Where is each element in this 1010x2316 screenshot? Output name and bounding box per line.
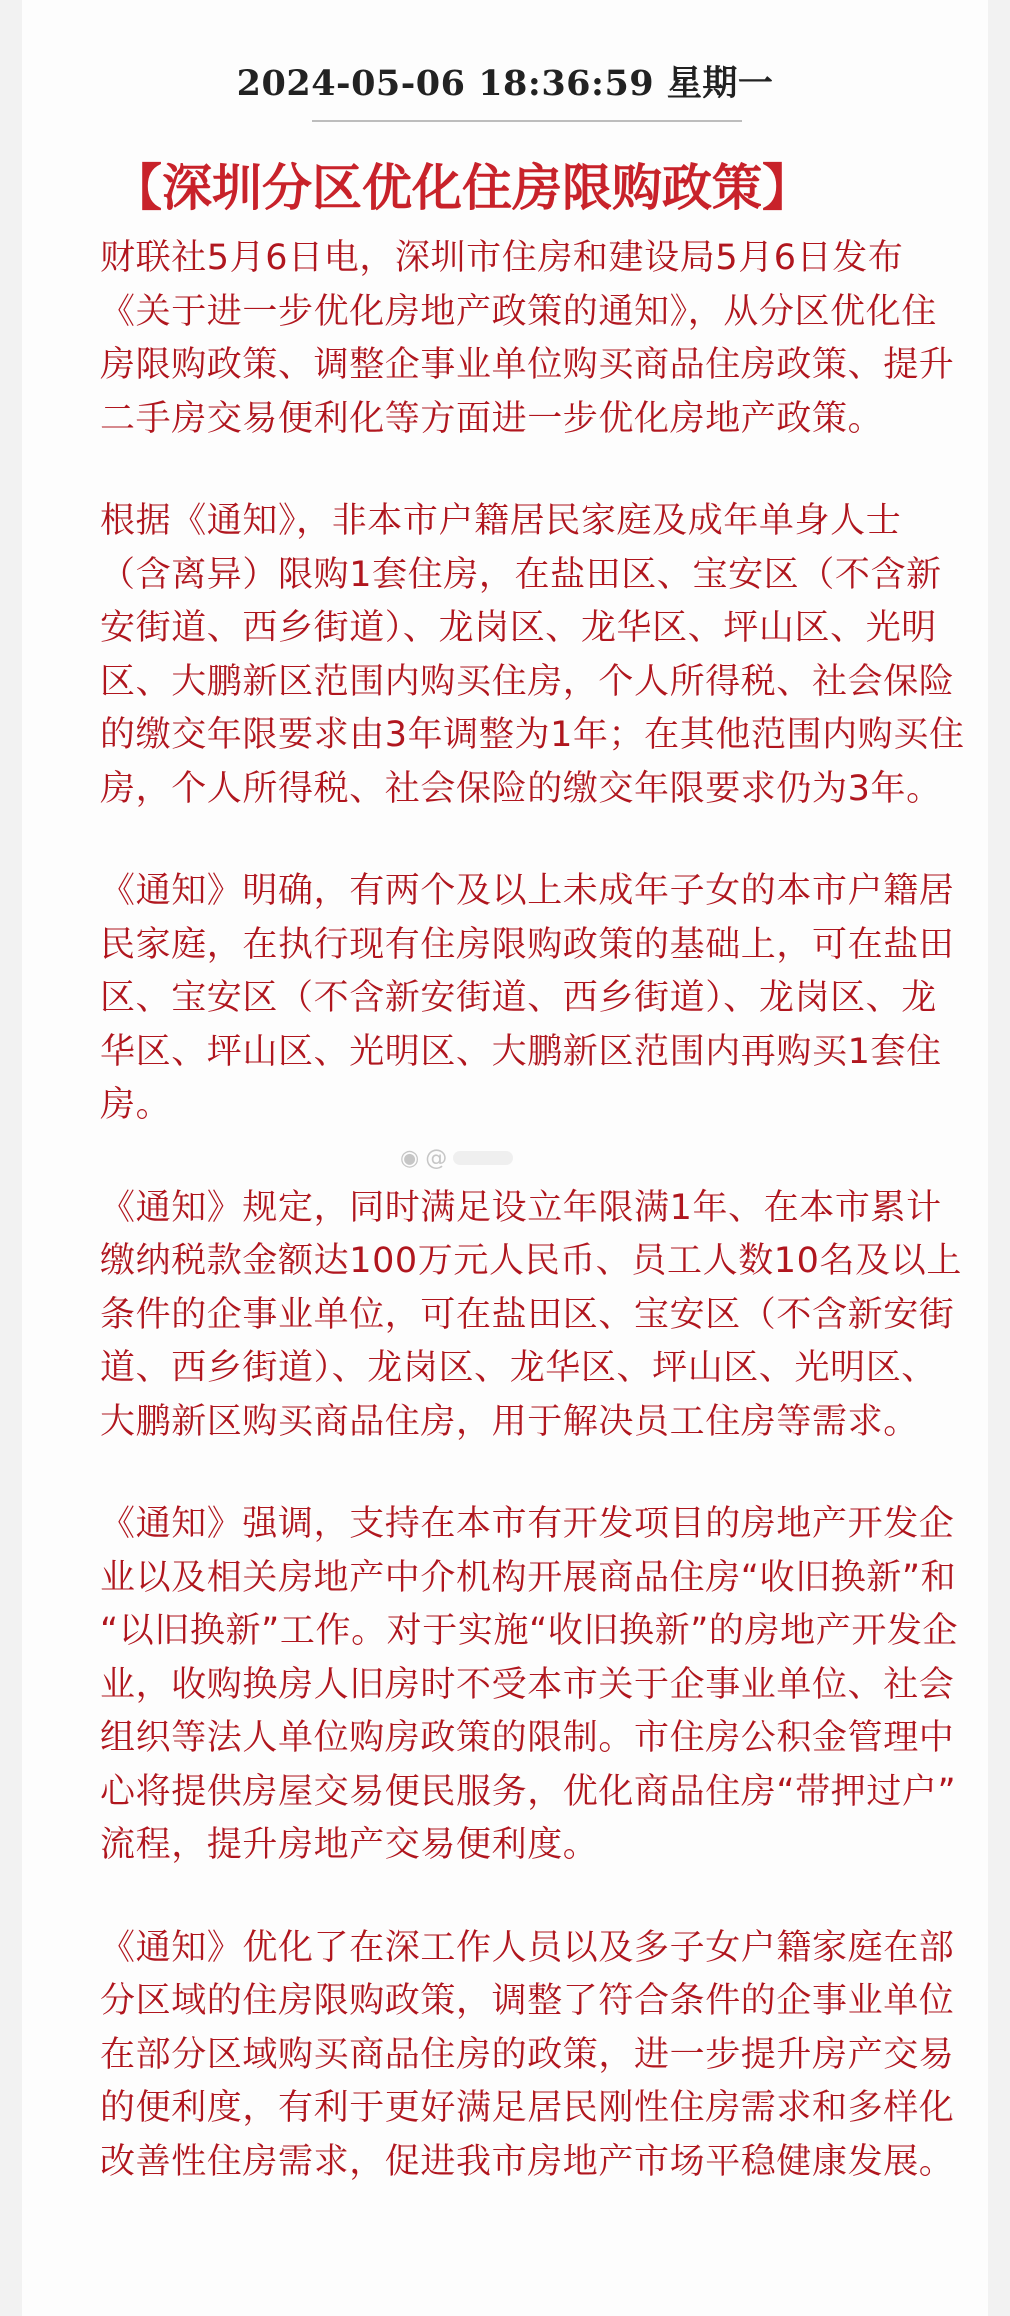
paragraph-line: 根据《通知》，非本市户籍居民家庭及成年单身人士 <box>100 501 902 541</box>
paragraph-line: 民家庭，在执行现有住房限购政策的基础上，可在盐田 <box>100 924 955 965</box>
paragraph-line: 《关于进一步优化房地产政策的通知》，从分区优化住 <box>100 291 937 332</box>
watermark-handle: @ <box>425 1145 448 1171</box>
datetime-divider <box>312 120 742 122</box>
article-paragraph <box>100 1498 960 1873</box>
paragraph-line: 改善性住房需求，促进我市房地产市场平稳健康发展。 <box>100 2141 955 2182</box>
paragraph-line: 区、大鹏新区范围内购买住房，个人所得税、社会保险 <box>100 661 955 702</box>
paragraph-line: 缴纳税款金额达100万元人民币、员工人数10名及以上 <box>100 1241 962 1281</box>
paragraph-line: 的便利度，有利于更好满足居民刚性住房需求和多样化 <box>100 2088 955 2128</box>
paragraph-line: 安街道、西乡街道）、龙岗区、龙华区、坪山区、光明 <box>100 608 937 648</box>
article-paragraph <box>100 232 960 446</box>
paragraph-line: 财联社5月6日电，深圳市住房和建设局5月6日发布 <box>100 238 904 278</box>
paragraph-line: 的缴交年限要求由3年调整为1年；在其他范围内购买住 <box>100 715 965 755</box>
article-paragraph <box>100 495 965 816</box>
paragraph-line: 房，个人所得税、社会保险的缴交年限要求仍为3年。 <box>100 768 942 809</box>
article-paragraph <box>100 1182 960 1450</box>
paragraph-line: 在部分区域购买商品住房的政策，进一步提升房产交易 <box>100 2034 955 2075</box>
paragraph-line: 房。 <box>100 1085 172 1125</box>
article-title: 【深圳分区优化住房限购政策】 <box>112 159 812 217</box>
paragraph-line: 大鹏新区购买商品住房，用于解决员工住房等需求。 <box>100 1401 919 1442</box>
publish-datetime: 2024-05-06 18:36:59 星期一 <box>236 63 774 104</box>
paragraph-line: 《通知》规定，同时满足设立年限满1年、在本市累计 <box>100 1187 942 1228</box>
paragraph-line: 业以及相关房地产中介机构开展商品住房“收旧换新”和 <box>100 1557 957 1598</box>
paragraph-line: 分区域的住房限购政策，调整了符合条件的企事业单位 <box>100 1981 955 2021</box>
paragraph-line: 区、宝安区（不含新安街道、西乡街道）、龙岗区、龙 <box>100 978 937 1018</box>
paragraph-line: 《通知》强调，支持在本市有开发项目的房地产开发企 <box>100 1504 955 1544</box>
paragraph-line: （含离异）限购1套住房，在盐田区、宝安区（不含新 <box>100 554 942 595</box>
paragraph-line: 二手房交易便利化等方面进一步优化房地产政策。 <box>100 398 884 439</box>
paragraph-line: 《通知》优化了在深工作人员以及多子女户籍家庭在部 <box>100 1927 955 1968</box>
paragraph-line: 业，收购换房人旧房时不受本市关于企事业单位、社会 <box>100 1664 955 1705</box>
paragraph-line: 心将提供房屋交易便民服务，优化商品住房“带押过户” <box>100 1771 957 1812</box>
paragraph-line: 房限购政策、调整企事业单位购买商品住房政策、提升 <box>100 345 955 385</box>
paragraph-line: 条件的企事业单位，可在盐田区、宝安区（不含新安街 <box>100 1294 955 1335</box>
article-paragraph <box>100 865 960 1133</box>
watermark-blurred-name <box>453 1151 513 1165</box>
article-paragraph <box>100 1922 960 2190</box>
weibo-icon: ◉ <box>400 1145 420 1171</box>
paragraph-line: 《通知》明确，有两个及以上未成年子女的本市户籍居 <box>100 871 955 911</box>
paragraph-line: 流程，提升房地产交易便利度。 <box>100 1825 599 1865</box>
article-body <box>100 232 965 2238</box>
paragraph-line: 华区、坪山区、光明区、大鹏新区范围内再购买1套住 <box>100 1031 942 1072</box>
paragraph-line: 组织等法人单位购房政策的限制。市住房公积金管理中 <box>100 1718 955 1758</box>
weibo-watermark <box>400 1141 530 1175</box>
paragraph-line: 道、西乡街道）、龙岗区、龙华区、坪山区、光明区、 <box>100 1348 937 1388</box>
paragraph-line: “以旧换新”工作。对于实施“收旧换新”的房地产开发企 <box>100 1611 959 1651</box>
